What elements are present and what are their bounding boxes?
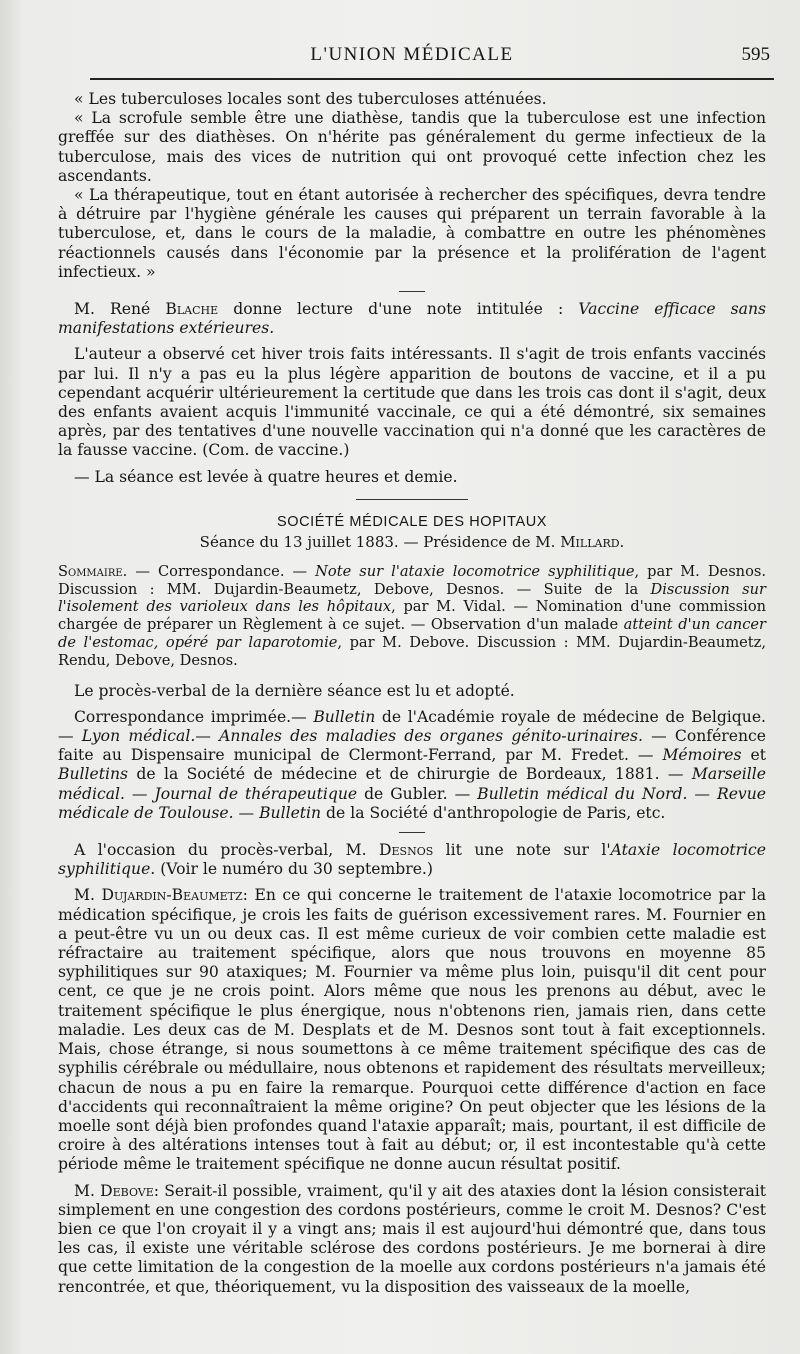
section-rule (356, 499, 468, 500)
page-content (58, 44, 770, 1297)
running-header (58, 44, 770, 78)
speaker-name: Debove (100, 1181, 154, 1200)
summary-label: Sommaire. (58, 562, 128, 580)
quote-paragraph-2: « La scrofule semble être une diathèse, tandis que la tuberculose est une infection greffée sur des diathèses. On n'hérite pas généralement du germe infectieux de la tuberculose, mais des vices de nutrition qui ont provoqué cette infection chez les ascendants. (58, 109, 766, 185)
dujardin-paragraph: M. Dujardin-Beaumetz: En ce qui concerne le traitement de l'ataxie locomotrice par la médication spécifique, je crois les faits de guérison excessivement rares. M. Fournier en a peut-être vu un ou deux cas. Il est même curieux de voir combien cette maladie est réfractaire au traitement spécifique, alors que nous trouvons en moyenne 85 syphilitiques sur 90 ataxiques; M. Fournier va même plus loin, puisqu'il dit cent pour cent, ce que je ne crois point. Alors même que nous les prenons au début, avec le traitement spécifique le plus énergique, nous n'obtenons rien, jamais rien, dans cette maladie. Les deux cas de M. Desplats et de M. Desnos sont tout à fait exceptionnels. Mais, chose étrange, si nous soumettons à ce même traitement spécifique des cas de syphilis cérébrale ou médullaire, nous obtenons et rapidement des résultats merveilleux; chacun de nous a pu en faire la remarque. Pourquoi cette différence d'action en face d'accidents qui reconnaîtraient la même origine? On peut objecter que les lésions de la moelle sont déjà bien profondes quand l'ataxie apparaît; mais, pourtant, il est difficile de croire à des altérations intenses tout à fait au début; or, il est incontestable qu'à cette période même le traitement spécifique ne donne aucun résultat positif. (58, 886, 766, 1174)
separator-rule (399, 291, 425, 292)
quote-paragraph-3: « La thérapeutique, tout en étant autorisée à rechercher des spécifiques, devra tendre à détruire par l'hygiène générale les causes qui préparent un terrain favorable à la tuberculose, et, dans le cours de la maladie, à combattre en outre les phénomènes réactionnels causés dans l'économie par la présence et la prolifération de l'agent infectieux. » (58, 186, 766, 281)
page-number: 595 (741, 44, 770, 65)
blache-body: L'auteur a observé cet hiver trois faits intéressants. Il s'agit de trois enfants vaccinés par lui. Il n'y a pas eu la plus légère apparition de boutons de vaccine, et il a pu cependant acquérir ultérieurement la certitude que dans les trois cas dont il s'agit, deux des enfants avaient acquis l'immunité vaccinale, ce qui a été démontré, six semaines après, par des tentatives d'une nouvelle vaccination qui n'a donné que les caractères de la fausse vaccine. (Com. de vaccine.) (58, 345, 766, 460)
president-name: Millard (560, 532, 620, 551)
speaker-name: Blache (165, 300, 219, 319)
section-meta: Séance du 13 juillet 1883. — Présidence de M. Millard. (199, 532, 625, 551)
separator-rule-2 (399, 832, 425, 833)
journal-title: L'UNION MÉDICALE (310, 44, 514, 65)
desnos-note: A l'occasion du procès-verbal, M. Desnos lit une note sur l'Ataxie locomotrice syphilitique. (Voir le numéro du 30 septembre.) (58, 841, 767, 879)
blache-intro: M. René Blache donne lecture d'une note intitulée : Vaccine efficace sans manifestations extérieures. (58, 300, 767, 338)
note-title: Vaccine efficace sans manifestations extérieures. (58, 300, 767, 338)
correspondance-paragraph: Correspondance imprimée.— Bulletin de l'Académie royale de médecine de Belgique.— Lyon médical.— Annales des maladies des organes génito-urinaires. — Conférence faite au Dispensaire municipal de Clermont-Ferrand, par M. Fredet. — Mémoires et Bulletins de la Société de médecine et de chirurgie de Bordeaux, 1881. — Marseille médical. — Journal de thérapeutique de Gubler. — Bulletin médical du Nord. — Revue médicale de Toulouse. — Bulletin de la Société d'anthropologie de Paris, etc. (58, 707, 767, 822)
proces-verbal: Le procès-verbal de la dernière séance est lu et adopté. (74, 681, 515, 700)
seance-closing: — La séance est levée à quatre heures et demie. (74, 467, 458, 486)
section-title: SOCIÉTÉ MÉDICALE DES HOPITAUX (276, 513, 548, 530)
header-rule (90, 78, 774, 80)
speaker-name: Dujardin-Beaumetz (101, 886, 243, 905)
debove-paragraph: M. Debove: Serait-il possible, vraiment, qu'il y ait des ataxies dont la lésion consisterait simplement en une congestion des cordons postérieurs, comme le croit M. Desnos? C'est bien ce que l'on croyait il y a vingt ans; mais il est aujourd'hui démontré que, dans tous les cas, il existe une véritable sclérose des cordons postérieurs. Je me bornerai à dire que cette limitation de la congestion de la moelle aux cordons postérieurs n'a jamais été rencontrée, et que, théoriquement, vu la disposition des vaisseaux de la moelle, (58, 1181, 766, 1296)
summary-block (58, 563, 766, 670)
speaker-name: Desnos (379, 841, 434, 860)
summary-paragraph: Sommaire. — Correspondance. — Note sur l'ataxie locomotrice syphilitique, par M. Desnos. Discussion : MM. Dujardin-Beaumetz, Debove, Desnos. — Suite de la Discussion sur l'isolement des varioleux dans les hôpitaux, par M. Vidal. — Nomination d'une commission chargée de préparer un Règlement à ce sujet. — Observation d'un malade atteint d'un cancer de l'estomac, opéré par laparotomie, par M. Debove. Discussion : MM. Dujardin-Beaumetz, Rendu, Debove, Desnos. (58, 562, 766, 669)
quote-paragraph-1: « Les tuberculoses locales sont des tuberculoses atténuées. (74, 90, 547, 108)
